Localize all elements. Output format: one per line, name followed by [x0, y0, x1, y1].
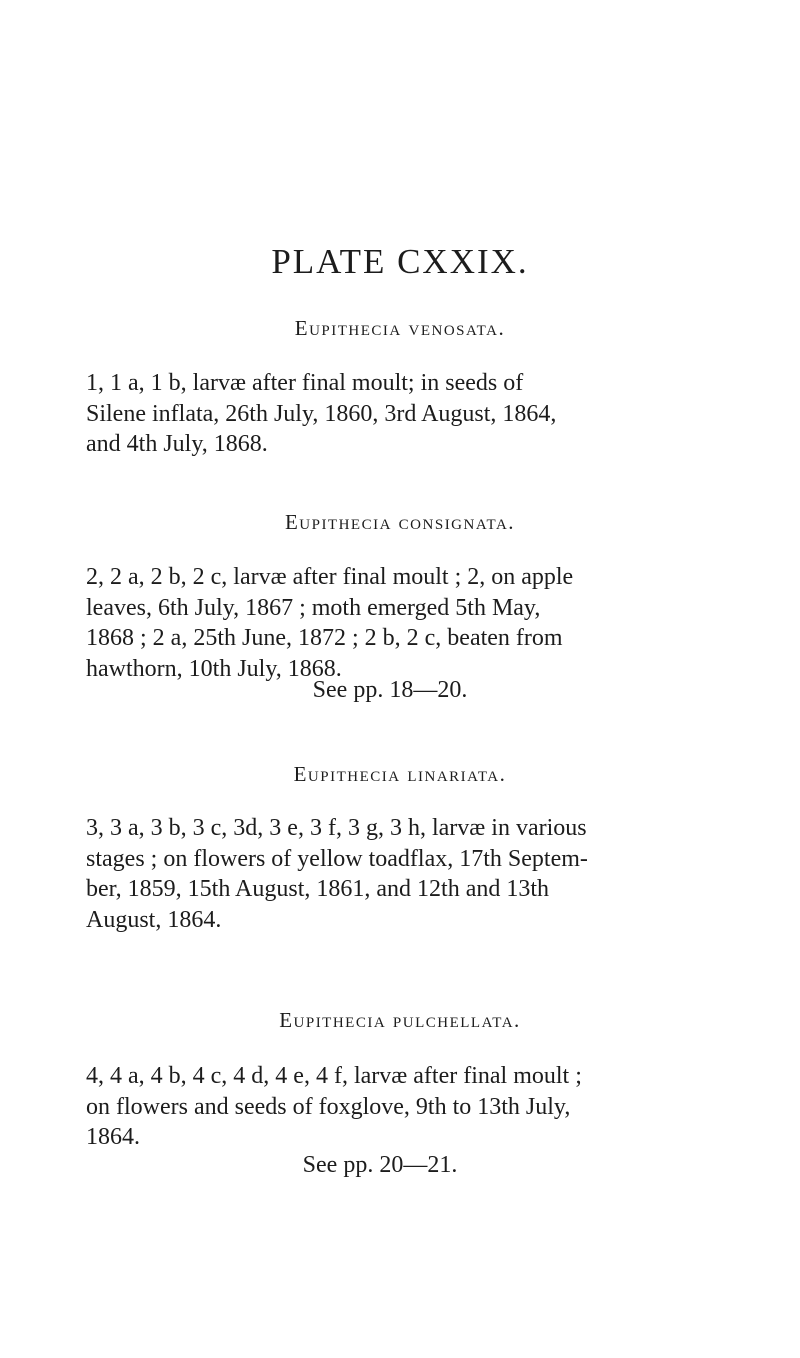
section-heading-pulchellata: Eupithecia pulchellata.	[279, 1008, 521, 1032]
section-text-consignata	[86, 562, 746, 684]
plate-title: PLATE CXXIX.	[271, 242, 529, 281]
page-reference: See pp. 18—20.	[312, 677, 468, 703]
text-line: 1864.	[86, 1124, 140, 1150]
text-line: hawthorn, 10th July, 1868.	[86, 655, 342, 682]
section-text-pulchellata	[86, 1061, 746, 1153]
section-heading-consignata: Eupithecia consignata.	[284, 510, 516, 534]
text-line: 4, 4 a, 4 b, 4 c, 4 d, 4 e, 4 f, larvæ after final moult ;	[86, 1063, 582, 1089]
text-line: stages ; on flowers of yellow toadflax, 17th Septem-	[86, 845, 588, 872]
text-line: 2, 2 a, 2 b, 2 c, larvæ after final moult ; 2, on apple	[86, 564, 574, 590]
section-text-venosata	[86, 368, 746, 460]
text-line: leaves, 6th July, 1867 ; moth emerged 5th May,	[86, 594, 541, 621]
text-line: 3, 3 a, 3 b, 3 c, 3d, 3 e, 3 f, 3 g, 3 h, larvæ in various	[86, 815, 587, 841]
text-line: ber, 1859, 15th August, 1861, and 12th and 13th	[86, 876, 550, 902]
text-line: 1, 1 a, 1 b, larvæ after final moult; in seeds of	[86, 370, 524, 396]
text-line: and 4th July, 1868.	[86, 431, 268, 457]
text-line: Silene inflata, 26th July, 1860, 3rd August, 1864,	[86, 400, 557, 427]
section-heading-venosata: Eupithecia venosata.	[294, 316, 506, 340]
page-reference: See pp. 20—21.	[302, 1152, 458, 1178]
text-line: August, 1864.	[86, 906, 222, 933]
text-line: 1868 ; 2 a, 25th June, 1872 ; 2 b, 2 c, beaten from	[86, 625, 563, 651]
section-heading-linariata: Eupithecia linariata.	[293, 762, 507, 786]
text-line: on flowers and seeds of foxglove, 9th to 13th July,	[86, 1093, 571, 1120]
section-text-linariata	[86, 813, 746, 935]
